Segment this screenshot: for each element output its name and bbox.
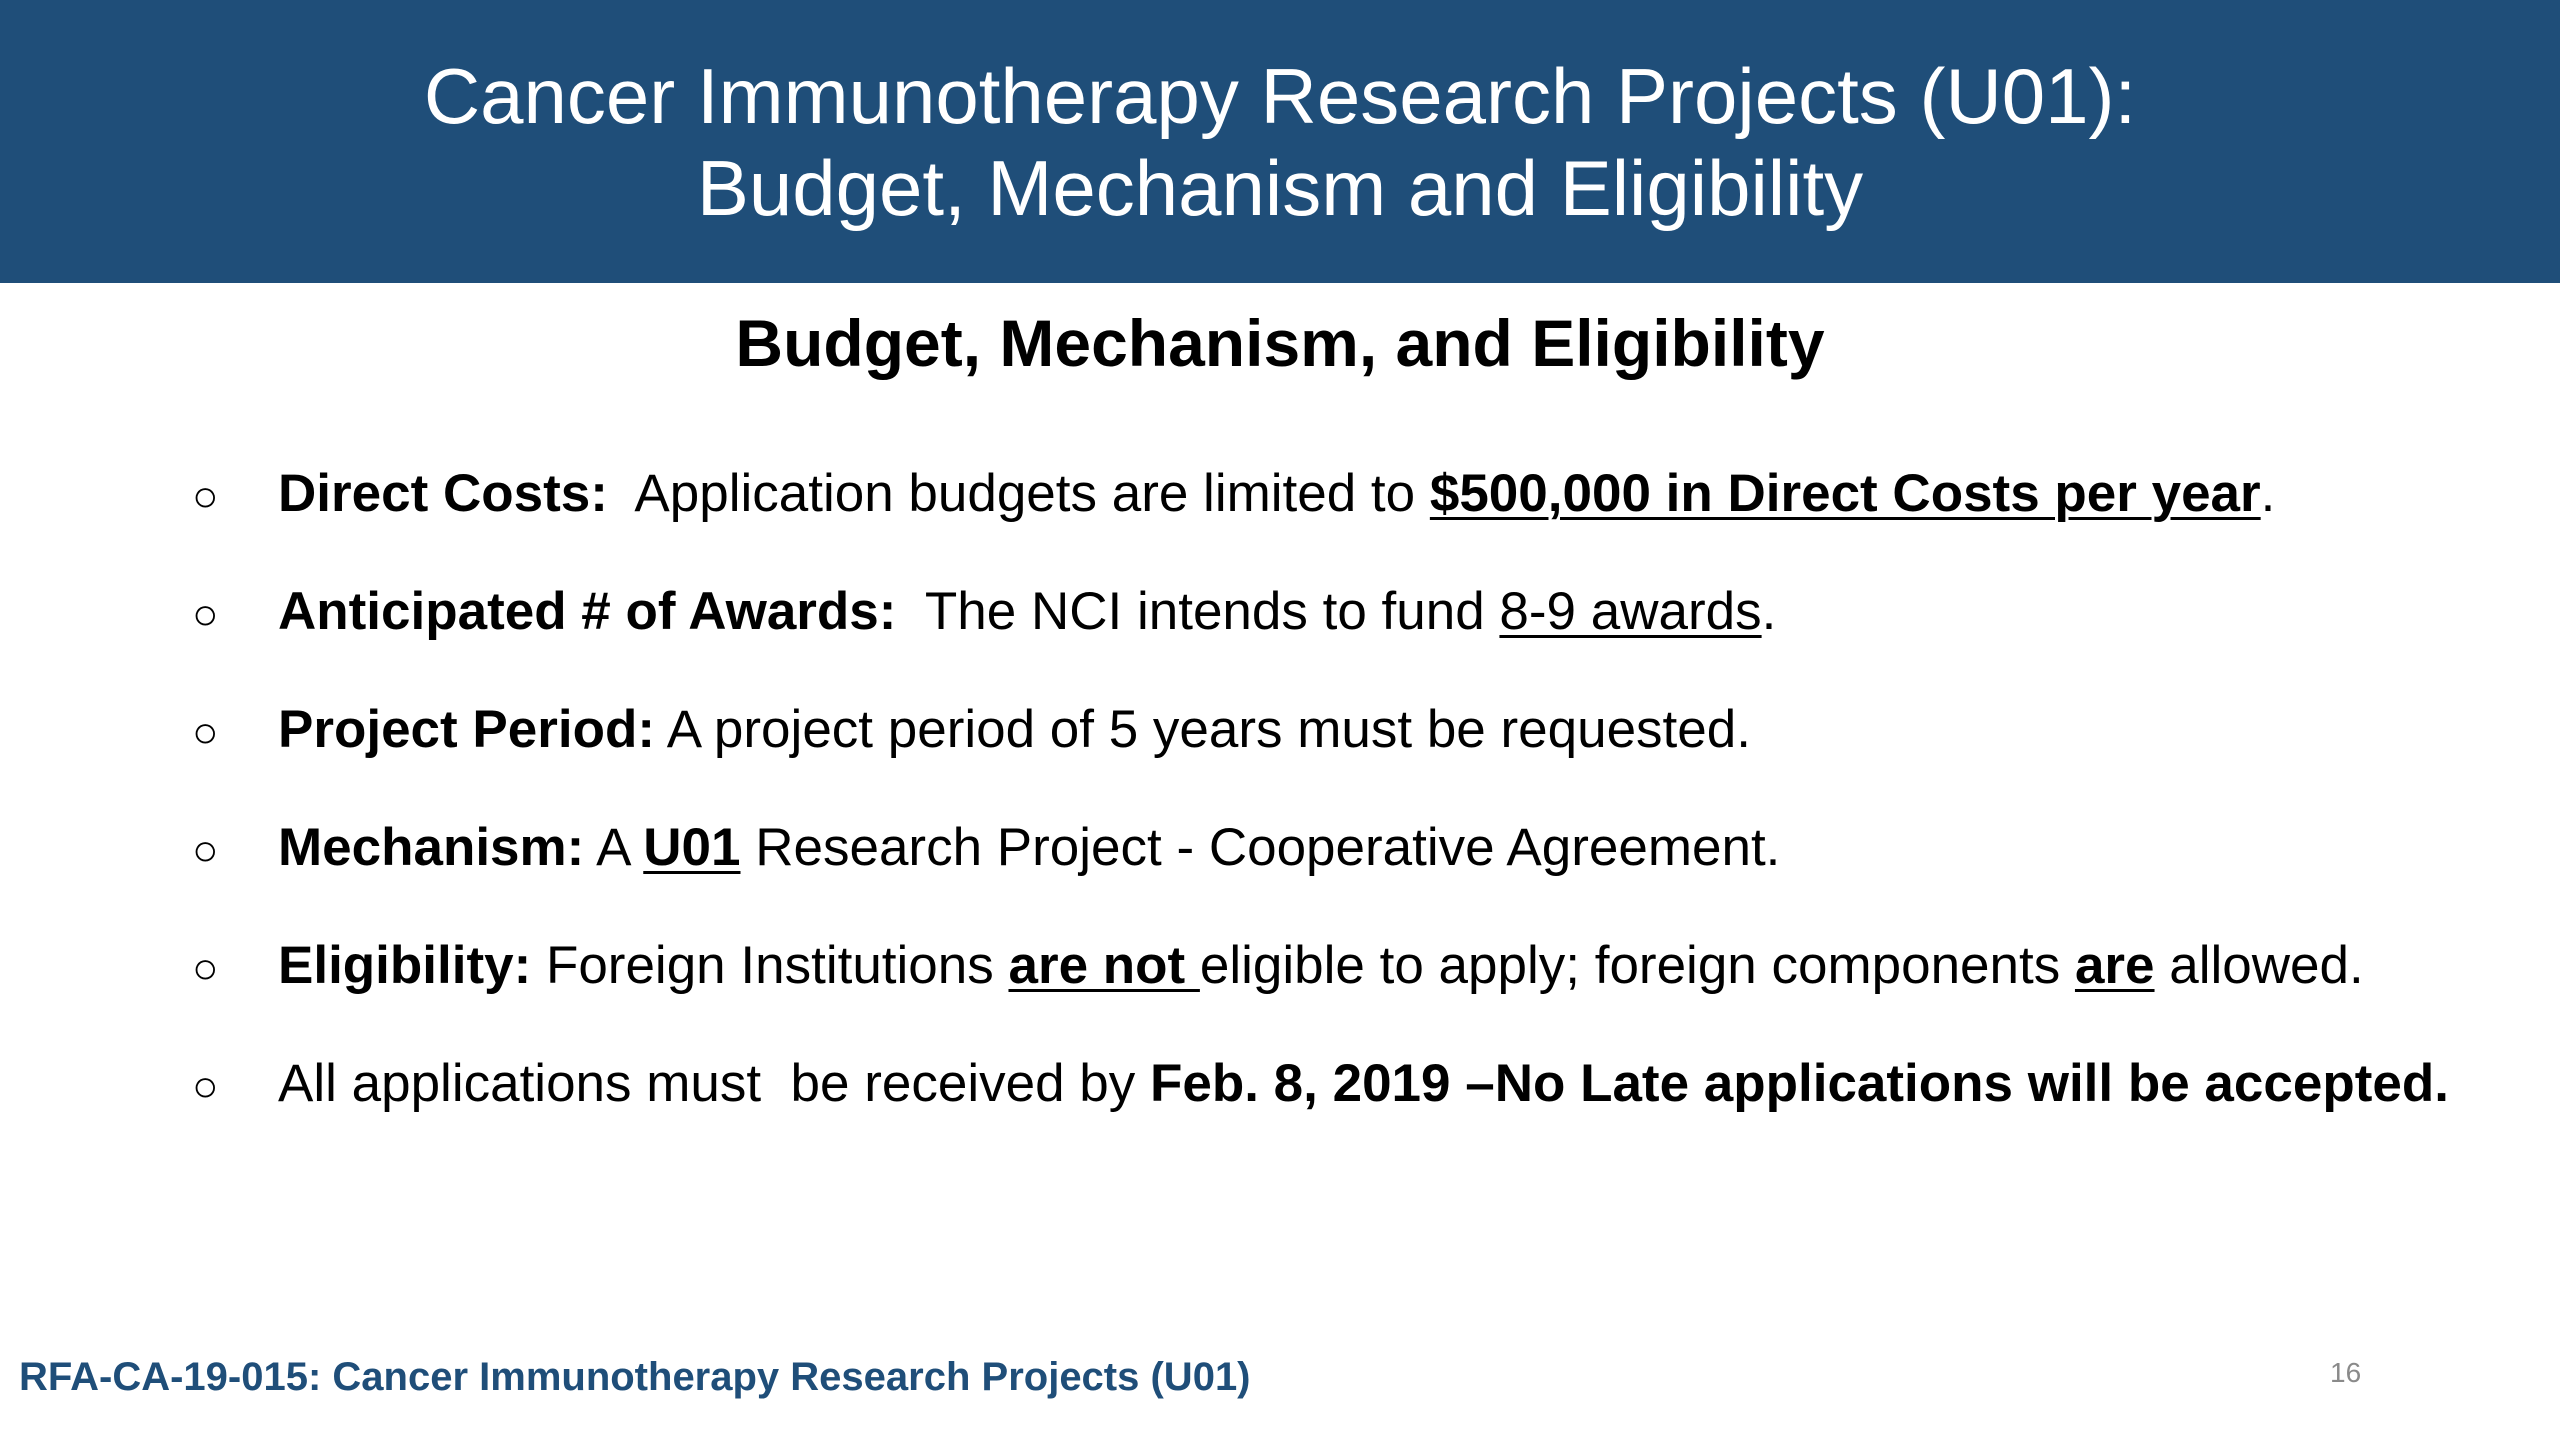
bullet-label: Direct Costs: xyxy=(278,464,608,523)
bullet-text: Foreign Institutions xyxy=(531,936,1009,995)
bullet-mechanism xyxy=(192,817,2492,935)
bullet-circle-icon: ○ xyxy=(192,1062,219,1111)
bullet-emphasis: are not xyxy=(1008,936,1200,995)
bullet-text: A project period of 5 years must be requested. xyxy=(654,700,1751,759)
bullet-direct-costs xyxy=(192,463,2492,581)
bullet-text: The NCI intends to fund xyxy=(896,582,1500,641)
slide-title-line-1: Cancer Immunotherapy Research Projects (U01): xyxy=(423,51,2137,140)
footer-rfa-title: RFA-CA-19-015: Cancer Immunotherapy Research Projects (U01) xyxy=(19,1355,1251,1399)
bullet-text: All applications must be received by xyxy=(278,1054,1150,1113)
bullet-text: eligible to apply; foreign components xyxy=(1199,936,2075,995)
bullet-emphasis: $500,000 in Direct Costs per year xyxy=(1429,464,2261,523)
bullet-emphasis: Feb. 8, 2019 –No Late applications will be accepted. xyxy=(1150,1054,2449,1113)
bullet-label: Project Period: xyxy=(278,700,655,759)
slide-title-line-2: Budget, Mechanism and Eligibility xyxy=(696,143,1864,232)
bullet-project-period xyxy=(192,699,2492,817)
bullet-text: . xyxy=(1761,582,1777,641)
bullet-eligibility xyxy=(192,935,2492,1053)
bullet-emphasis: 8-9 awards xyxy=(1499,582,1762,641)
bullet-text: Application budgets are limited to xyxy=(607,464,1430,523)
bullet-circle-icon: ○ xyxy=(192,826,219,875)
title-banner xyxy=(0,0,2560,283)
bullet-list xyxy=(192,463,2492,1171)
bullet-circle-icon: ○ xyxy=(192,590,219,639)
bullet-text: Research Project - Cooperative Agreement. xyxy=(740,818,1781,877)
page-number: 16 xyxy=(2330,1357,2362,1388)
bullet-awards xyxy=(192,581,2492,699)
section-heading: Budget, Mechanism, and Eligibility xyxy=(735,306,1825,380)
bullet-text: . xyxy=(2260,464,2276,523)
bullet-label: Eligibility: xyxy=(278,936,532,995)
bullet-circle-icon: ○ xyxy=(192,944,219,993)
bullet-text: A xyxy=(584,818,644,877)
bullet-deadline xyxy=(192,1053,2492,1171)
bullet-emphasis: are xyxy=(2074,936,2155,995)
bullet-circle-icon: ○ xyxy=(192,472,219,521)
bullet-circle-icon: ○ xyxy=(192,708,219,757)
bullet-label: Anticipated # of Awards: xyxy=(278,582,897,641)
bullet-emphasis: U01 xyxy=(643,818,741,877)
bullet-text: allowed. xyxy=(2154,936,2364,995)
bullet-label: Mechanism: xyxy=(278,818,585,877)
